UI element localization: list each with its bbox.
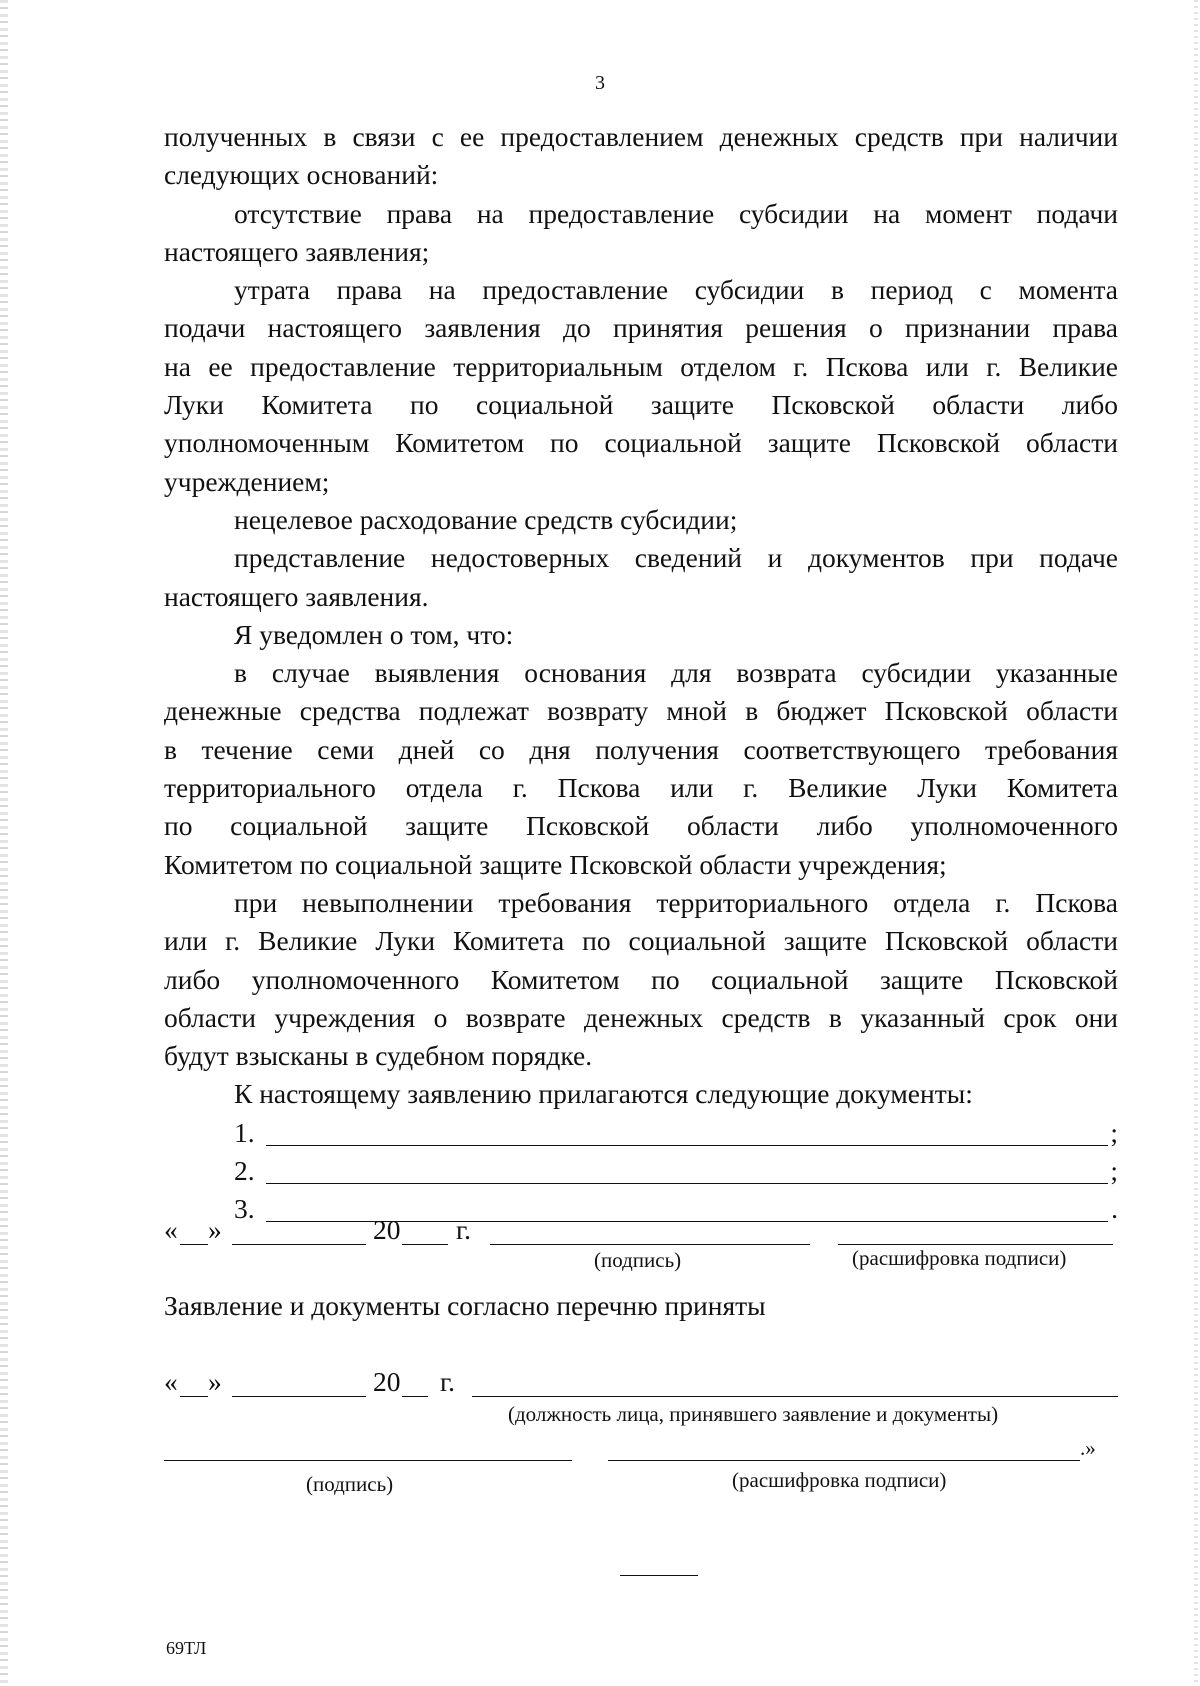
month-blank[interactable] (232, 1244, 366, 1245)
year-suffix: г. (456, 1214, 472, 1245)
caption-signature-decoding: (расшифровка подписи) (732, 1468, 947, 1492)
attachment-end: ; (1110, 1155, 1118, 1187)
day-close-quote: » (208, 1366, 222, 1397)
paragraph-line: Комитетом по социальной защите Псковской области учреждения; (164, 848, 947, 880)
attachment-end: . (1111, 1193, 1118, 1225)
paragraph-line: денежные средства подлежат возврату мной в бюджет Псковской области (164, 695, 1118, 727)
closing-quote: .» (1080, 1436, 1096, 1460)
attachment-number: 3. (234, 1193, 255, 1225)
paragraph-line: утрата права на предоставление субсидии в период с момента (234, 274, 1118, 306)
day-close-quote: » (208, 1214, 222, 1245)
official-signature-blank[interactable] (164, 1460, 572, 1461)
footer-code: 69ТЛ (166, 1638, 207, 1658)
paragraph-line: области учреждения о возврате денежных средств в указанный срок они (164, 1001, 1118, 1033)
attachment-row (164, 1114, 1118, 1152)
paragraph-line: настоящего заявления; (164, 235, 430, 267)
paragraph-line: Я уведомлен о том, что: (234, 618, 514, 650)
paragraph-line: на ее предоставление территориальным отделом г. Пскова или г. Великие (164, 350, 1118, 382)
paragraph-line: уполномоченным Комитетом по социальной защите Псковской области (164, 427, 1118, 459)
paragraph-line: нецелевое расходование средств субсидии; (234, 503, 738, 535)
attachment-end: ; (1110, 1116, 1118, 1148)
paragraph-line: полученных в связи с ее предоставлением денежных средств при наличии (164, 121, 1118, 152)
day-blank[interactable] (180, 1244, 208, 1245)
paragraph-line: К настоящему заявлению прилагаются следующие документы: (234, 1078, 973, 1110)
position-blank[interactable] (472, 1396, 1118, 1397)
caption-signature: (подпись) (594, 1248, 682, 1272)
paragraph-line: или г. Великие Луки Комитета по социальной защите Псковской области (164, 925, 1118, 957)
paragraph-line: либо уполномоченного Комитетом по социальной защите Псковской (164, 963, 1118, 995)
official-decoding-blank[interactable] (608, 1460, 1080, 1461)
paragraph-line: Луки Комитета по социальной защите Псковской области либо (164, 389, 1118, 421)
signature-decoding-blank[interactable] (838, 1244, 1113, 1245)
caption-signature: (подпись) (306, 1472, 394, 1496)
day-open-quote: « (164, 1366, 178, 1397)
attachment-row (164, 1152, 1118, 1190)
attachment-blank[interactable] (266, 1145, 1108, 1146)
paragraph-line: территориального отдела г. Пскова или г. Великие Луки Комитета (164, 772, 1118, 804)
day-open-quote: « (164, 1214, 178, 1245)
month-blank[interactable] (232, 1396, 366, 1397)
accepted-statement: Заявление и документы согласно перечню приняты (164, 1290, 766, 1321)
paragraph-line: подачи настоящего заявления до принятия решения о признании права (164, 312, 1118, 344)
page-number: 3 (595, 72, 605, 94)
scan-edge-right (1194, 0, 1198, 1686)
paragraph-line: в случае выявления основания для возврата субсидии указанные (234, 657, 1118, 689)
end-separator-line (620, 1575, 698, 1576)
paragraph-line: учреждением; (164, 465, 330, 497)
paragraph-line: при невыполнении требования территориального отдела г. Пскова (234, 886, 1118, 918)
paragraph-line: настоящего заявления. (164, 580, 429, 612)
paragraph-line: отсутствие права на предоставление субсидии на момент подачи (234, 197, 1118, 229)
year-blank[interactable] (402, 1244, 448, 1245)
paragraph-line: представление недостоверных сведений и документов при подаче (234, 542, 1118, 574)
paragraph-line: будут взысканы в судебном порядке. (164, 1040, 593, 1072)
attachment-number: 2. (234, 1155, 255, 1187)
year-prefix: 20 (373, 1214, 401, 1245)
paragraph-line: следующих оснований: (164, 159, 439, 191)
signature-blank[interactable] (490, 1244, 810, 1245)
paragraph-line: в течение семи дней со дня получения соответствующего требования (164, 733, 1118, 765)
scan-edge-left (0, 0, 8, 1686)
year-prefix: 20 (373, 1366, 401, 1397)
caption-signature-decoding: (расшифровка подписи) (852, 1246, 1067, 1270)
caption-position: (должность лица, принявшего заявление и документы) (508, 1402, 999, 1426)
attachment-number: 1. (234, 1116, 255, 1148)
paragraph-line: по социальной защите Псковской области либо уполномоченного (164, 810, 1118, 842)
attachment-row (164, 1190, 1118, 1228)
year-blank[interactable] (402, 1396, 428, 1397)
year-suffix: г. (440, 1366, 456, 1397)
document-body (164, 118, 1118, 1229)
day-blank[interactable] (180, 1396, 208, 1397)
attachment-blank[interactable] (266, 1183, 1108, 1184)
